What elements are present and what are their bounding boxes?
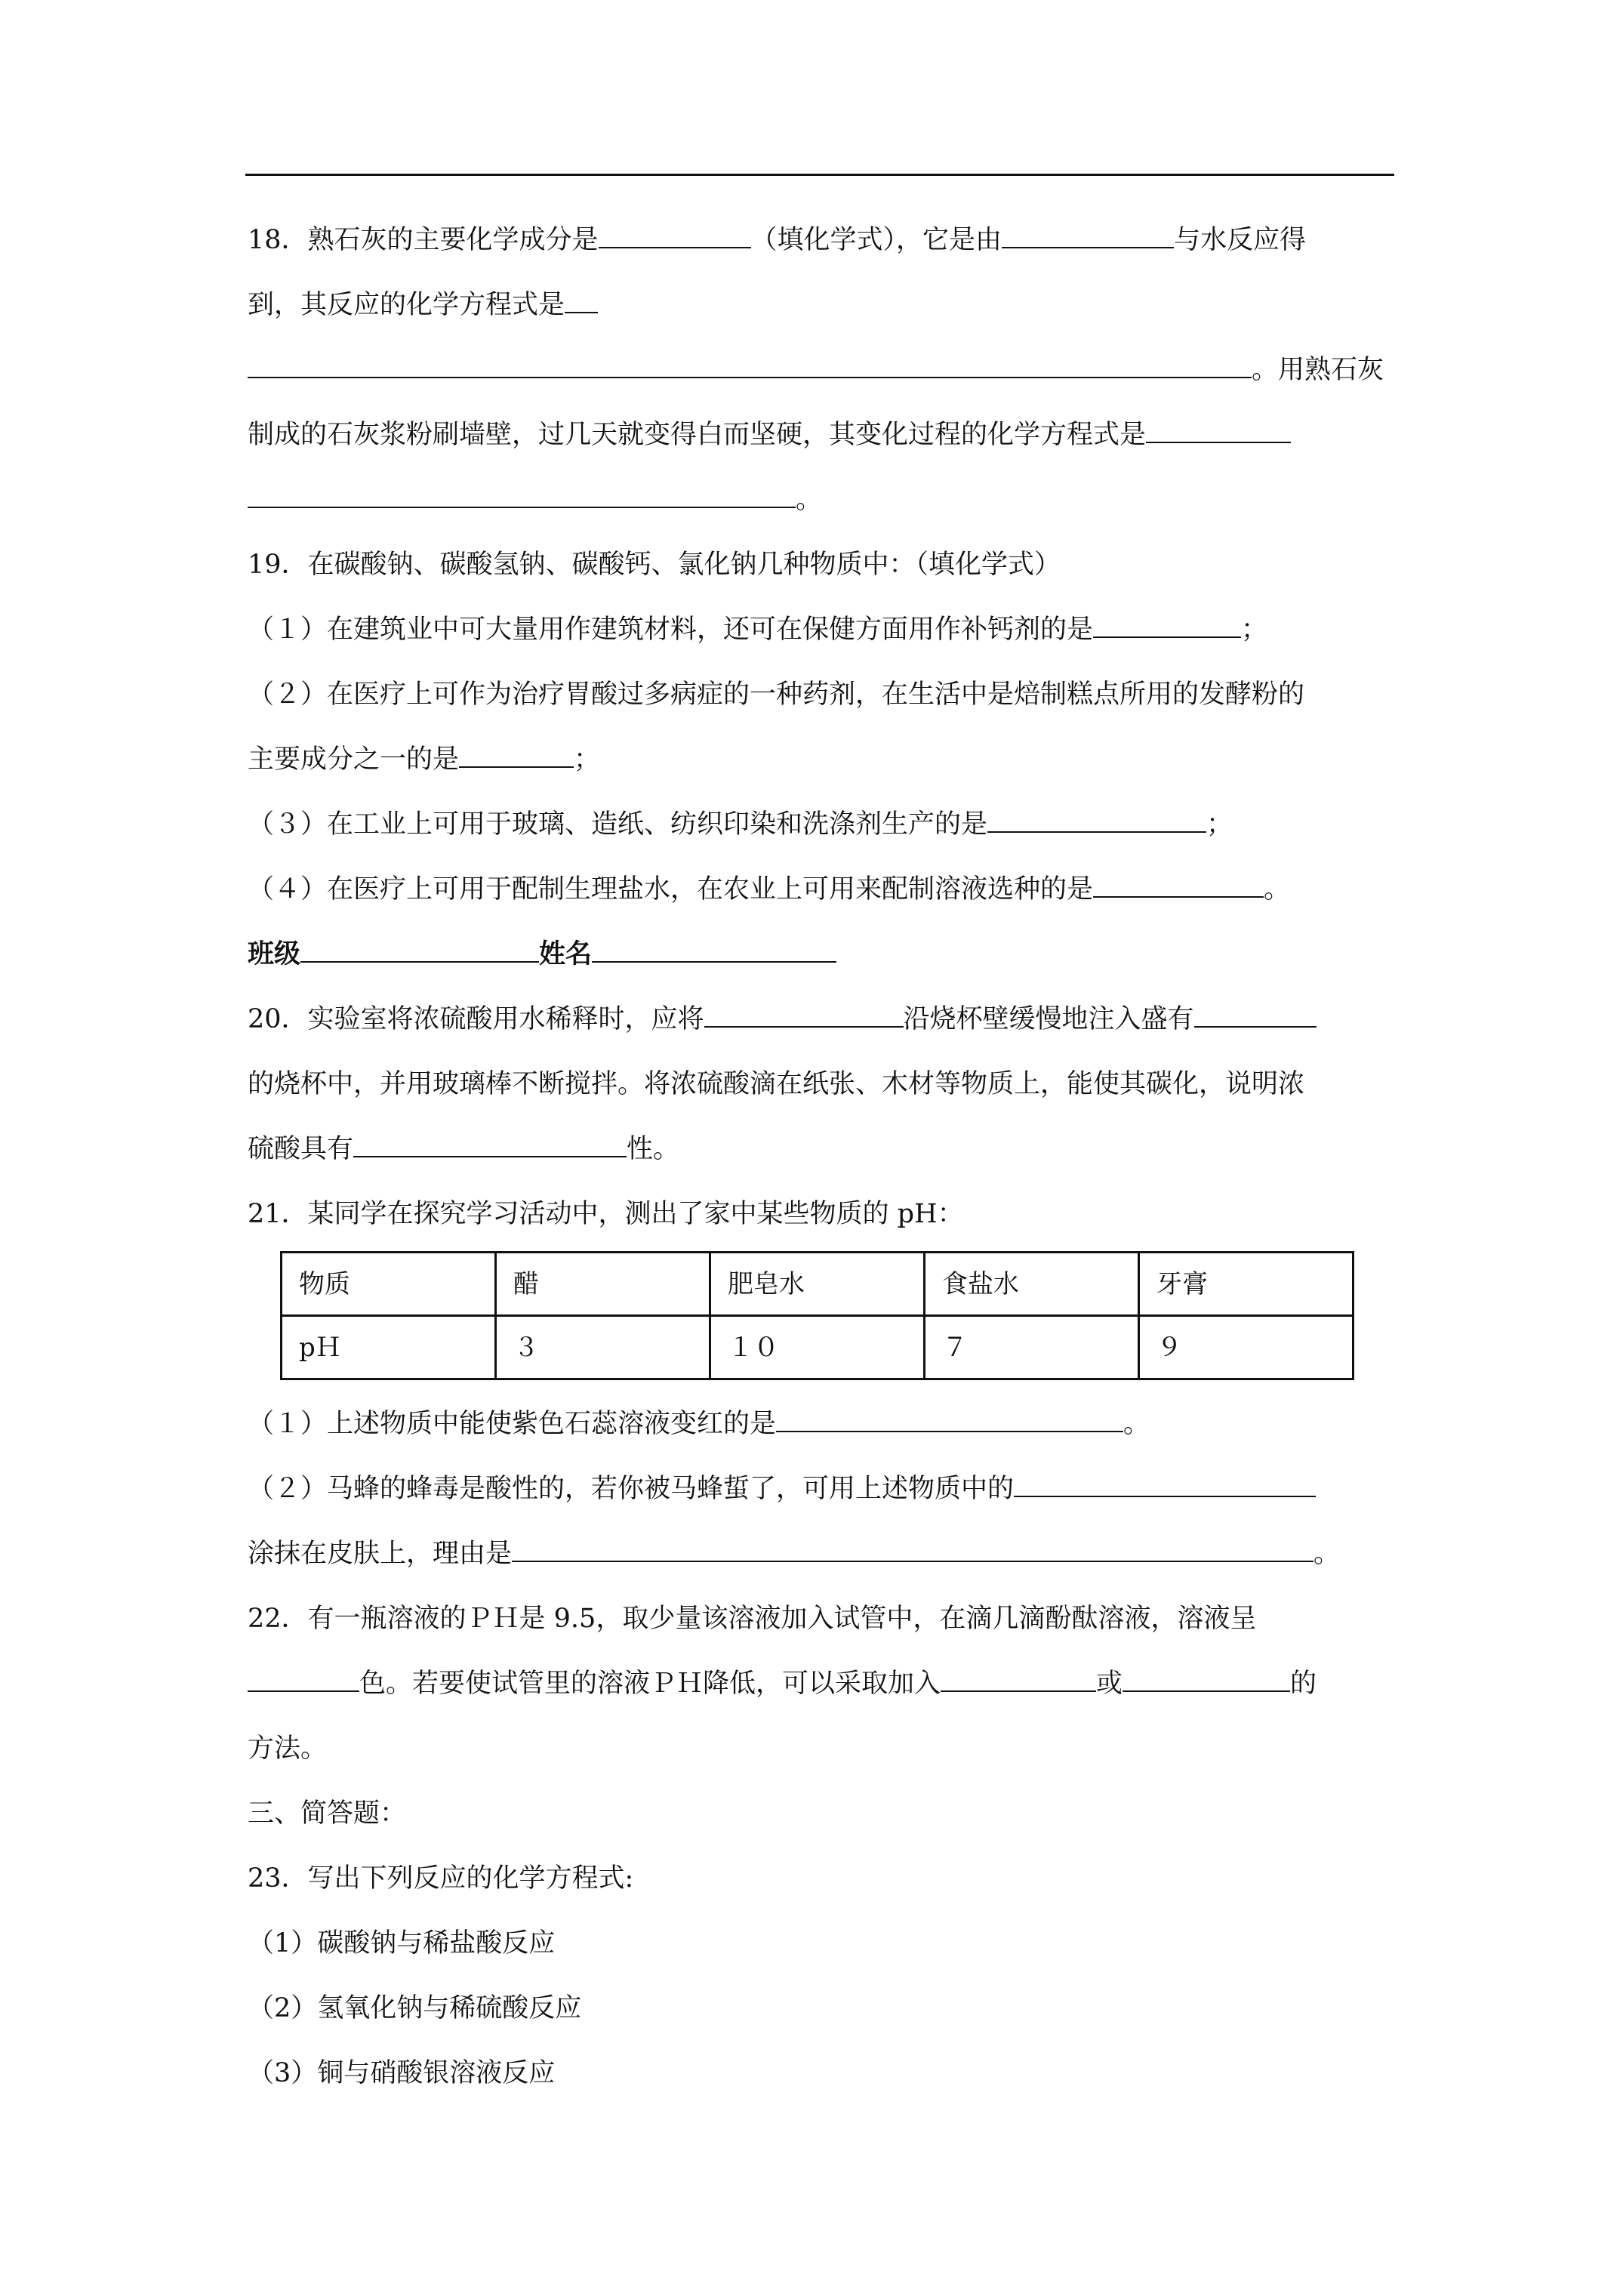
q22-line-3: 方法。: [248, 1734, 328, 1764]
q18-line-2: [248, 273, 1410, 337]
ph-table-header-row: [282, 1253, 1354, 1316]
q18-blank-reactant[interactable]: [1002, 224, 1174, 248]
q20-line-3: 硫酸具有 性。: [248, 1134, 680, 1164]
q21-blank-3[interactable]: [512, 1538, 1313, 1562]
q22-blank-1[interactable]: [941, 1668, 1096, 1692]
q19-blank-2[interactable]: [459, 744, 574, 768]
q19-part-3: （３）在工业上可用于玻璃、造纸、纺织印染和洗涤剂生产的是 ；: [248, 809, 1233, 840]
q18-line-1: [248, 208, 1410, 273]
student-info: [248, 922, 1410, 987]
q19-part-2: （２）在医疗上可作为治疗胃酸过多病症的一种药剂，在生活中是焙制糕点所用的发酵粉的: [248, 680, 1305, 710]
q19-part-1: （１）在建筑业中可大量用作建筑材料，还可在保健方面用作补钙剂的是 ；: [248, 615, 1268, 645]
q20-blank-3[interactable]: [353, 1133, 627, 1157]
q18-text: 到，其反应的化学方程式是: [248, 290, 565, 320]
q19-blank-1[interactable]: [1093, 614, 1241, 638]
table-cell: ９: [1139, 1316, 1354, 1379]
q19-blank-3[interactable]: [987, 809, 1206, 833]
q21-blank-2[interactable]: [1014, 1473, 1316, 1497]
table-cell: 醋: [496, 1253, 710, 1316]
q22-line-1: 22．有一瓶溶液的ＰＨ是 9.5，取少量该溶液加入试管中，在滴几滴酚酞溶液，溶液呈: [248, 1604, 1257, 1634]
q23-item: （1）碳酸钠与稀盐酸反应: [248, 1928, 556, 1959]
document-body: [248, 208, 1410, 2106]
q21-blank-1[interactable]: [776, 1408, 1123, 1432]
q21-part-2-cont: 涂抹在皮肤上，理由是 。: [248, 1539, 1341, 1569]
ph-table-wrapper: [248, 1247, 1410, 1391]
ph-table: [280, 1251, 1354, 1380]
q18-blank-equation[interactable]: [248, 354, 1252, 378]
table-cell: １０: [710, 1316, 925, 1379]
q20-blank-1[interactable]: [704, 1003, 904, 1028]
table-cell: ３: [496, 1316, 710, 1379]
q18-text: 18．熟石灰的主要化学成分是: [248, 225, 599, 255]
q20-blank-2[interactable]: [1194, 1003, 1317, 1028]
q20-line-1: 20．实验室将浓硫酸用水稀释时，应将 沿烧杯壁缓慢地注入盛有: [248, 987, 1410, 1052]
section-3-title: 三、简答题：: [248, 1798, 407, 1829]
q19-blank-4[interactable]: [1093, 874, 1264, 898]
q23-item: （2）氢氧化钠与稀硫酸反应: [248, 1993, 582, 2023]
table-cell: pＨ: [282, 1316, 496, 1379]
class-label: 班级: [248, 938, 301, 969]
q23-intro: 23．写出下列反应的化学方程式:: [248, 1863, 634, 1894]
q20-line-2: 的烧杯中，并用玻璃棒不断搅拌。将浓硫酸滴在纸张、木材等物质上，能使其碳化，说明浓: [248, 1069, 1305, 1099]
table-cell: 物质: [282, 1253, 496, 1316]
q18-blank-equation2-start[interactable]: [1146, 419, 1291, 443]
name-label: 姓名: [539, 938, 593, 969]
q19-part-4: （４）在医疗上可用于配制生理盐水，在农业上可用来配制溶液选种的是 。: [248, 874, 1291, 905]
q18-blank-equation-start[interactable]: [565, 289, 598, 313]
q22-blank-color[interactable]: [248, 1668, 359, 1692]
q21-intro: 21．某同学在探究学习活动中，测出了家中某些物质的 pH：: [248, 1199, 964, 1229]
q18-text: 。: [796, 485, 823, 515]
q18-text: 。用熟石灰: [1252, 355, 1384, 385]
ph-table-value-row: [282, 1316, 1354, 1379]
table-cell: 肥皂水: [710, 1253, 925, 1316]
name-field[interactable]: [592, 938, 836, 963]
q19-intro: 19．在碳酸钠、碳酸氢钠、碳酸钙、氯化钠几种物质中：（填化学式）: [248, 550, 1061, 580]
q21-part-1: （１）上述物质中能使紫色石蕊溶液变红的是 。: [248, 1409, 1150, 1439]
q18-text: 制成的石灰浆粉刷墙壁，过几天就变得白而坚硬，其变化过程的化学方程式是: [248, 420, 1147, 450]
q18-blank-formula[interactable]: [599, 224, 751, 248]
table-cell: ７: [925, 1316, 1139, 1379]
table-cell: 食盐水: [925, 1253, 1139, 1316]
table-cell: 牙膏: [1139, 1253, 1354, 1316]
q19-part-2-cont: 主要成分之一的是 ；: [248, 744, 601, 775]
header-rule: [245, 174, 1394, 176]
q18-blank-equation2[interactable]: [248, 484, 796, 508]
q18-line-5: [248, 467, 1410, 532]
q22-blank-2[interactable]: [1123, 1668, 1290, 1692]
q18-text: （填化学式），它是由: [750, 225, 1002, 255]
q18-line-4: [248, 402, 1410, 467]
class-field[interactable]: [300, 938, 539, 963]
q22-line-2: 色。若要使试管里的溶液ＰＨ降低，可以采取加入 或 的: [248, 1651, 1410, 1716]
q21-part-2: （２）马蜂的蜂毒是酸性的，若你被马蜂蜇了，可用上述物质中的: [248, 1456, 1410, 1521]
q18-text: 与水反应得: [1174, 225, 1307, 255]
q23-item: （3）铜与硝酸银溶液反应: [248, 2058, 556, 2088]
q18-line-3: [248, 337, 1410, 402]
